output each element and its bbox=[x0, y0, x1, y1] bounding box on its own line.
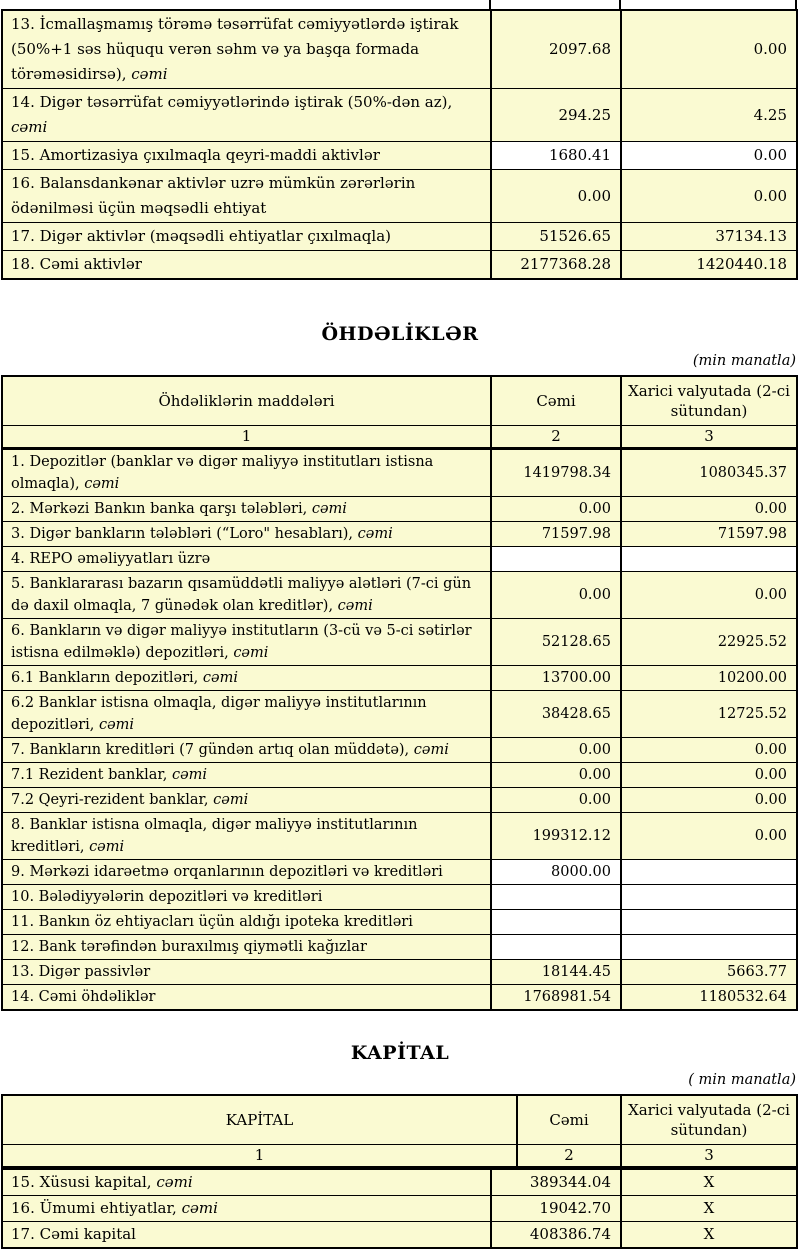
row-label-cell bbox=[2, 935, 491, 960]
cell-fx-value: 37134.13 bbox=[621, 223, 797, 251]
cell-total-value: 0.00 bbox=[491, 763, 621, 788]
row-label: 17. Cəmi kapital bbox=[11, 1225, 136, 1243]
row-label-cell bbox=[2, 960, 491, 985]
cell-total-value: 71597.98 bbox=[491, 522, 621, 547]
table-row bbox=[2, 763, 797, 788]
liabilities-section-title: ÖHDƏLİKLƏR bbox=[321, 323, 479, 345]
row-label-cell bbox=[2, 619, 491, 666]
cell-fx-value: 1420440.18 bbox=[621, 251, 797, 280]
column-number: 1 bbox=[2, 426, 491, 449]
cell-total-value bbox=[491, 547, 621, 572]
table-row bbox=[2, 910, 797, 935]
row-label: 4. REPO əməliyyatları üzrə bbox=[11, 551, 211, 567]
table-row bbox=[2, 142, 797, 170]
row-label-cell bbox=[2, 572, 491, 619]
row-label-cemi: cəmi bbox=[202, 670, 238, 686]
cell-fx-value: 0.00 bbox=[621, 788, 797, 813]
table-row bbox=[2, 1222, 797, 1249]
row-label-cell bbox=[2, 1196, 491, 1222]
cell-total-value: 52128.65 bbox=[491, 619, 621, 666]
capital-table-body bbox=[1, 1168, 798, 1249]
cell-total-value: 1419798.34 bbox=[491, 449, 621, 497]
cell-fx-value: 0.00 bbox=[621, 142, 797, 170]
cell-fx-value: X bbox=[621, 1169, 797, 1196]
cell-total-value: 1680.41 bbox=[491, 142, 621, 170]
cell-total-value: 18144.45 bbox=[491, 960, 621, 985]
cell-fx-value bbox=[621, 860, 797, 885]
row-label-cell bbox=[2, 885, 491, 910]
row-label-cell bbox=[2, 1222, 491, 1249]
cell-fx-value: 0.00 bbox=[621, 763, 797, 788]
cell-total-value: 389344.04 bbox=[491, 1169, 621, 1196]
cell-fx-value: 0.00 bbox=[621, 813, 797, 860]
column-header-fx: Xarici valyutada (2-ci sütundan) bbox=[621, 376, 797, 426]
cell-total-value: 8000.00 bbox=[491, 860, 621, 885]
column-number: 3 bbox=[621, 1145, 797, 1168]
row-label-cemi: cəmi bbox=[89, 839, 125, 855]
cell-fx-value: 0.00 bbox=[621, 170, 797, 223]
table-row bbox=[2, 223, 797, 251]
row-label-cell bbox=[2, 522, 491, 547]
table-row bbox=[2, 251, 797, 280]
row-label: 7.1 Rezident banklar, bbox=[11, 767, 168, 783]
capital-section-title: KAPİTAL bbox=[350, 1042, 450, 1064]
column-header-fx: Xarici valyutada (2-ci sütundan) bbox=[621, 1095, 797, 1145]
liabilities-unit-note: (min manatla) bbox=[692, 353, 796, 369]
cell-total-value: 13700.00 bbox=[491, 666, 621, 691]
column-header-total: Cəmi bbox=[517, 1095, 621, 1145]
table-row bbox=[2, 860, 797, 885]
row-label: 5. Banklararası bazarın qısamüddətli maliyyə alətləri (7-ci gün də daxil olmaqla, 7 günədək olan kreditlər), bbox=[11, 576, 472, 614]
cell-fx-value: 5663.77 bbox=[621, 960, 797, 985]
row-label-cemi: cəmi bbox=[84, 476, 120, 492]
table-row bbox=[2, 691, 797, 738]
capital-table-header bbox=[1, 1094, 798, 1168]
capital-unit-note: ( min manatla) bbox=[688, 1072, 796, 1088]
capital-numbering-row bbox=[2, 1145, 797, 1168]
table-row bbox=[2, 572, 797, 619]
cell-fx-value bbox=[621, 910, 797, 935]
table-row bbox=[2, 497, 797, 522]
row-label: 13. İcmallaşmamış törəmə təsərrüfat cəmiyyətlərdə iştirak (50%+1 səs hüququ verən səhm və ya başqa formada törəməsidirsə), bbox=[11, 15, 459, 83]
row-label: 1. Depozitlər (banklar və digər maliyyə institutları istisna olmaqla), bbox=[11, 454, 434, 492]
assets-table-continuation bbox=[1, 9, 798, 280]
table-border-stub bbox=[795, 0, 797, 10]
cell-fx-value: 10200.00 bbox=[621, 666, 797, 691]
table-row bbox=[2, 522, 797, 547]
cell-fx-value: X bbox=[621, 1196, 797, 1222]
table-row bbox=[2, 885, 797, 910]
capital-table bbox=[0, 1094, 800, 1249]
row-label-cemi: cəmi bbox=[181, 1199, 218, 1217]
table-row bbox=[2, 1196, 797, 1222]
row-label-cell bbox=[2, 763, 491, 788]
cell-total-value bbox=[491, 935, 621, 960]
cell-fx-value: 1180532.64 bbox=[621, 985, 797, 1011]
table-row bbox=[2, 170, 797, 223]
row-label: 6.1 Bankların depozitləri, bbox=[11, 670, 199, 686]
cell-fx-value: 0.00 bbox=[621, 10, 797, 89]
cell-total-value: 0.00 bbox=[491, 497, 621, 522]
row-label: 8. Banklar istisna olmaqla, digər maliyyə institutlarının kreditləri, bbox=[11, 817, 418, 855]
liabilities-table bbox=[1, 375, 798, 1011]
row-label-cell bbox=[2, 547, 491, 572]
row-label-cemi: cəmi bbox=[156, 1173, 193, 1191]
row-label-cemi: cəmi bbox=[357, 526, 393, 542]
table-border-stub bbox=[619, 0, 621, 10]
cell-total-value: 408386.74 bbox=[491, 1222, 621, 1249]
row-label: 14. Digər təsərrüfat cəmiyyətlərində iştirak (50%-dən az), bbox=[11, 93, 453, 111]
cell-fx-value: 12725.52 bbox=[621, 691, 797, 738]
capital-header-row bbox=[2, 1095, 797, 1145]
row-label-cell bbox=[2, 251, 491, 280]
row-label-cemi: cəmi bbox=[11, 118, 48, 136]
row-label-cell bbox=[2, 223, 491, 251]
row-label: 6. Bankların və digər maliyyə institutların (3-cü və 5-ci sətirlər istisna edilməklə) depozitləri, bbox=[11, 623, 472, 661]
column-number: 2 bbox=[491, 426, 621, 449]
row-label: 2. Mərkəzi Bankın banka qarşı tələbləri, bbox=[11, 501, 308, 517]
cell-fx-value: X bbox=[621, 1222, 797, 1249]
cell-total-value: 2097.68 bbox=[491, 10, 621, 89]
row-label-cell bbox=[2, 813, 491, 860]
row-label-cell bbox=[2, 860, 491, 885]
cell-fx-value bbox=[621, 547, 797, 572]
row-label: 16. Balansdankənar aktivlər uzrə mümkün zərərlərin ödənilməsi üçün məqsədli ehtiyat bbox=[11, 174, 416, 217]
row-label: 15. Xüsusi kapital, bbox=[11, 1173, 152, 1191]
cell-total-value: 1768981.54 bbox=[491, 985, 621, 1011]
row-label: 3. Digər bankların tələbləri (“Loro" hesabları), bbox=[11, 526, 354, 542]
column-number: 2 bbox=[517, 1145, 621, 1168]
column-number: 3 bbox=[621, 426, 797, 449]
cell-total-value: 0.00 bbox=[491, 170, 621, 223]
column-number: 1 bbox=[2, 1145, 517, 1168]
cell-fx-value: 4.25 bbox=[621, 89, 797, 142]
table-row bbox=[2, 985, 797, 1011]
cell-total-value: 0.00 bbox=[491, 738, 621, 763]
row-label-cell bbox=[2, 1169, 491, 1196]
row-label: 17. Digər aktivlər (məqsədli ehtiyatlar çıxılmaqla) bbox=[11, 227, 392, 245]
table-border-stub bbox=[489, 0, 491, 10]
table-row bbox=[2, 1169, 797, 1196]
row-label-cell bbox=[2, 666, 491, 691]
column-header-total: Cəmi bbox=[491, 376, 621, 426]
liabilities-numbering-row bbox=[2, 426, 797, 449]
row-label: 14. Cəmi öhdəliklər bbox=[11, 989, 156, 1005]
row-label-cell bbox=[2, 10, 491, 89]
row-label-cell bbox=[2, 738, 491, 763]
cell-total-value: 2177368.28 bbox=[491, 251, 621, 280]
row-label-cell bbox=[2, 89, 491, 142]
row-label-cell bbox=[2, 142, 491, 170]
cell-total-value: 199312.12 bbox=[491, 813, 621, 860]
row-label: 6.2 Banklar istisna olmaqla, digər maliyyə institutlarının depozitləri, bbox=[11, 695, 427, 733]
cell-total-value: 19042.70 bbox=[491, 1196, 621, 1222]
cell-fx-value: 0.00 bbox=[621, 497, 797, 522]
row-label-cell bbox=[2, 788, 491, 813]
row-label: 7.2 Qeyri-rezident banklar, bbox=[11, 792, 209, 808]
row-label: 13. Digər passivlər bbox=[11, 964, 151, 980]
row-label-cemi: cəmi bbox=[233, 645, 269, 661]
row-label-cemi: cəmi bbox=[337, 598, 373, 614]
row-label: 11. Bankın öz ehtiyacları üçün aldığı ipoteka kreditləri bbox=[11, 914, 413, 930]
table-row bbox=[2, 547, 797, 572]
row-label-cell bbox=[2, 691, 491, 738]
row-label-cemi: cəmi bbox=[413, 742, 449, 758]
cell-total-value: 0.00 bbox=[491, 572, 621, 619]
row-label: 9. Mərkəzi idarəetmə orqanlarının depozitləri və kreditləri bbox=[11, 864, 443, 880]
column-header-items: KAPİTAL bbox=[2, 1095, 517, 1145]
table-row bbox=[2, 89, 797, 142]
column-header-items: Öhdəliklərin maddələri bbox=[2, 376, 491, 426]
table-row bbox=[2, 960, 797, 985]
cell-total-value bbox=[491, 910, 621, 935]
table-row bbox=[2, 619, 797, 666]
cell-total-value: 0.00 bbox=[491, 788, 621, 813]
cell-total-value: 51526.65 bbox=[491, 223, 621, 251]
row-label-cell bbox=[2, 985, 491, 1011]
row-label: 10. Bələdiyyələrin depozitləri və kreditləri bbox=[11, 889, 323, 905]
table-row bbox=[2, 813, 797, 860]
row-label-cemi: cəmi bbox=[131, 65, 168, 83]
cell-fx-value bbox=[621, 885, 797, 910]
row-label-cell bbox=[2, 910, 491, 935]
table-row bbox=[2, 738, 797, 763]
cell-fx-value: 71597.98 bbox=[621, 522, 797, 547]
liabilities-header-row bbox=[2, 376, 797, 426]
row-label-cemi: cəmi bbox=[311, 501, 347, 517]
row-label: 12. Bank tərəfindən buraxılmış qiymətli kağızlar bbox=[11, 939, 367, 955]
cell-total-value bbox=[491, 885, 621, 910]
cell-fx-value: 0.00 bbox=[621, 738, 797, 763]
row-label-cemi: cəmi bbox=[213, 792, 249, 808]
row-label: 15. Amortizasiya çıxılmaqla qeyri-maddi aktivlər bbox=[11, 146, 380, 164]
cell-total-value: 38428.65 bbox=[491, 691, 621, 738]
cell-fx-value: 22925.52 bbox=[621, 619, 797, 666]
row-label: 16. Ümumi ehtiyatlar, bbox=[11, 1199, 177, 1217]
row-label-cell bbox=[2, 170, 491, 223]
table-row bbox=[2, 449, 797, 497]
table-row bbox=[2, 788, 797, 813]
row-label: 7. Bankların kreditləri (7 gündən artıq olan müddətə), bbox=[11, 742, 410, 758]
row-label-cemi: cəmi bbox=[171, 767, 208, 783]
table-row bbox=[2, 666, 797, 691]
row-label: 18. Cəmi aktivlər bbox=[11, 255, 142, 273]
cell-fx-value: 1080345.37 bbox=[621, 449, 797, 497]
cell-fx-value: 0.00 bbox=[621, 572, 797, 619]
row-label-cemi: cəmi bbox=[98, 717, 135, 733]
row-label-cell bbox=[2, 449, 491, 497]
row-label-cell bbox=[2, 497, 491, 522]
table-row bbox=[2, 935, 797, 960]
cell-fx-value bbox=[621, 935, 797, 960]
table-row bbox=[2, 10, 797, 89]
cell-total-value: 294.25 bbox=[491, 89, 621, 142]
